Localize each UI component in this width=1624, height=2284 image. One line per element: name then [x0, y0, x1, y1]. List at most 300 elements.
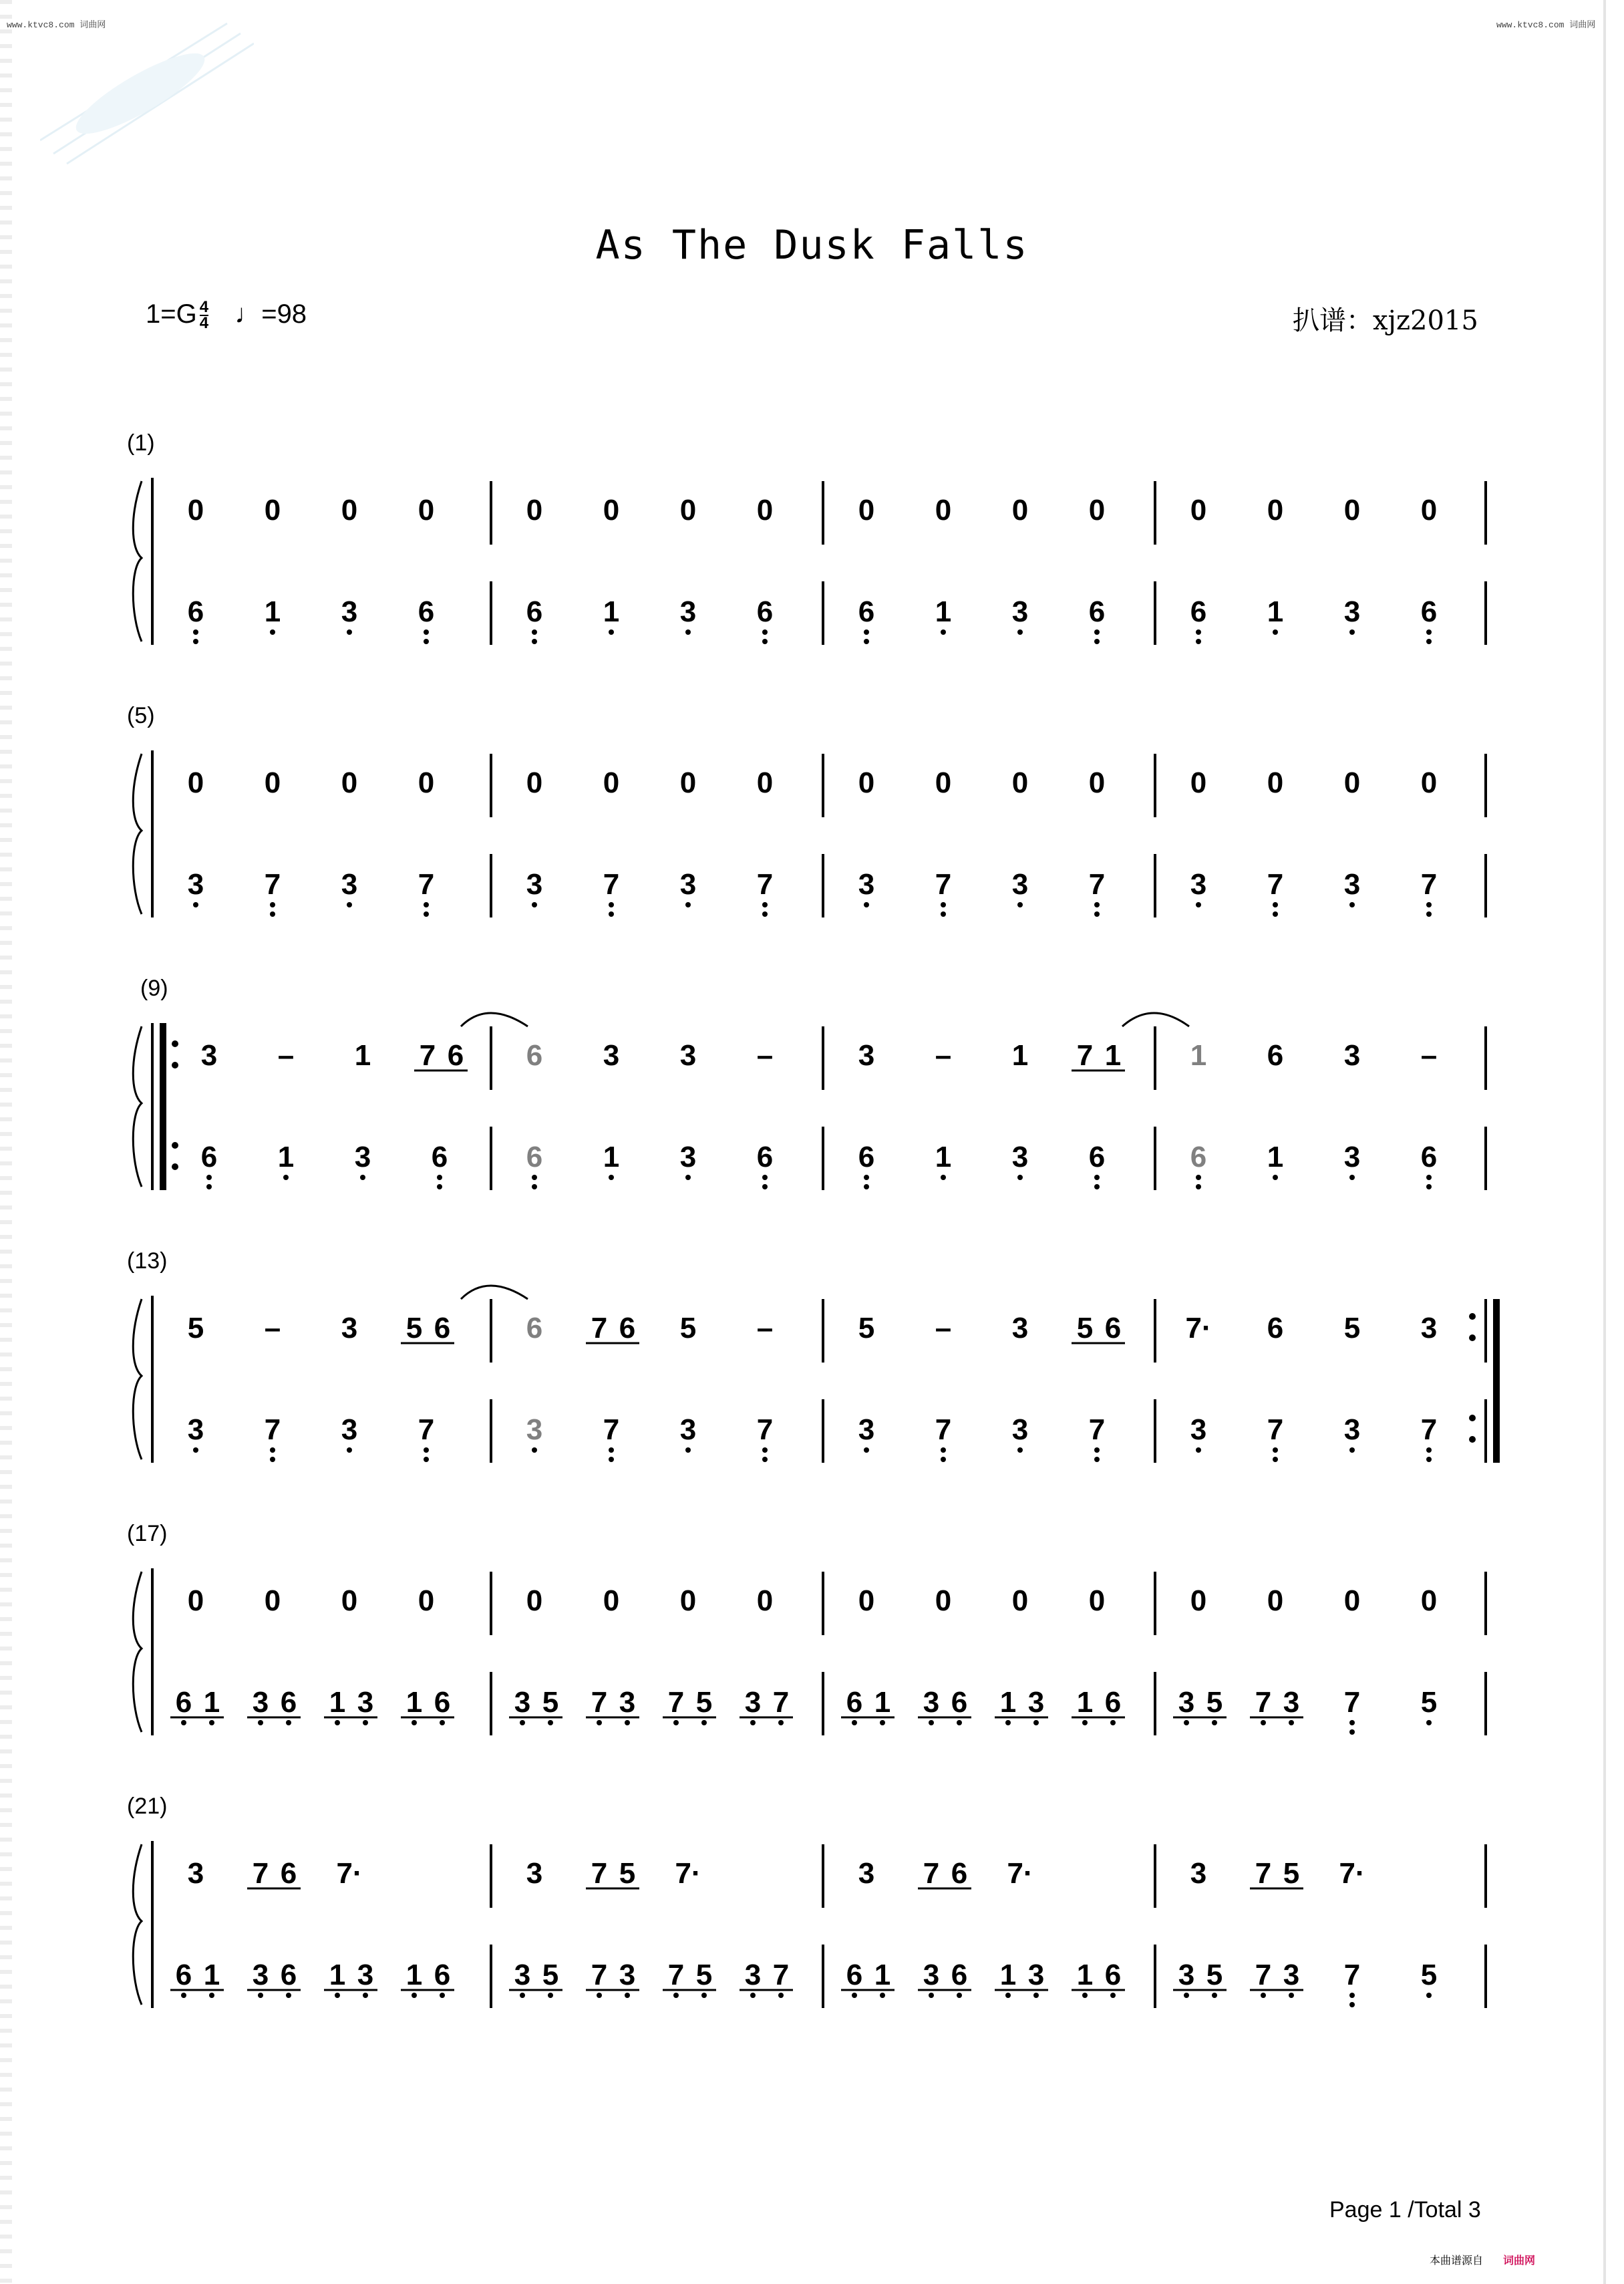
note: 3	[357, 1959, 374, 1991]
note: 5	[1420, 1686, 1438, 1719]
low-octave-dot	[1017, 1175, 1023, 1180]
low-octave-dot	[424, 1457, 429, 1462]
repeat-dot	[1469, 1334, 1476, 1341]
note: 7	[1255, 1686, 1272, 1719]
note: 6	[858, 1141, 875, 1173]
low-octave-dot	[941, 1447, 946, 1453]
low-octave-dot	[778, 1720, 784, 1725]
note: 7	[591, 1312, 608, 1344]
note: 0	[935, 1584, 952, 1617]
low-octave-dot	[1005, 1720, 1011, 1725]
low-octave-dot	[609, 629, 614, 635]
note: 3	[341, 1413, 358, 1446]
note: 0	[679, 766, 697, 799]
note: 6	[434, 1686, 451, 1719]
low-octave-dot	[625, 1993, 630, 1998]
note: 7	[591, 1959, 608, 1991]
low-octave-dot	[270, 1457, 275, 1462]
note: 6	[200, 1141, 218, 1173]
note: 5	[405, 1312, 423, 1344]
note: 3	[923, 1686, 940, 1719]
low-octave-dot	[1196, 639, 1201, 644]
low-octave-dot	[1349, 1175, 1355, 1180]
note: 6	[431, 1141, 448, 1173]
low-octave-dot	[1349, 1993, 1355, 1998]
note: 3	[1283, 1959, 1300, 1991]
site-url-left: www.ktvc8.com 词曲网	[7, 20, 106, 30]
note: 3	[187, 1857, 204, 1890]
note: 1	[935, 1141, 952, 1173]
note: 6	[280, 1857, 297, 1890]
low-octave-dot	[347, 629, 352, 635]
low-octave-dot	[597, 1720, 602, 1725]
low-octave-dot	[929, 1993, 934, 1998]
note: 0	[264, 766, 281, 799]
low-octave-dot	[864, 1447, 869, 1453]
low-octave-dot	[1094, 911, 1100, 917]
note: 6	[187, 595, 204, 628]
low-octave-dot	[1033, 1993, 1039, 1998]
low-octave-dot	[520, 1720, 525, 1725]
low-octave-dot	[957, 1720, 962, 1725]
low-octave-dot	[864, 1184, 869, 1189]
low-octave-dot	[532, 902, 537, 907]
dash-hold: –	[264, 1312, 281, 1344]
note: 0	[1011, 494, 1029, 527]
note: 5	[1076, 1312, 1094, 1344]
low-octave-dot	[597, 1993, 602, 1998]
note: 0	[264, 494, 281, 527]
note: 3	[1343, 1141, 1361, 1173]
low-octave-dot	[1110, 1720, 1116, 1725]
note: 3	[679, 868, 697, 901]
note: 6	[951, 1959, 968, 1991]
low-octave-dot	[941, 1457, 946, 1462]
note: 0	[603, 766, 620, 799]
repeat-dot	[1469, 1313, 1476, 1320]
note: 5	[1206, 1686, 1223, 1719]
note: 3	[858, 1039, 875, 1072]
low-octave-dot	[1426, 1720, 1432, 1725]
note: 0	[1088, 494, 1106, 527]
note: 3	[679, 595, 697, 628]
note: 7	[772, 1686, 790, 1719]
note: 6	[434, 1312, 451, 1344]
low-octave-dot	[193, 639, 198, 644]
low-octave-dot	[193, 1447, 198, 1453]
note: 1	[264, 595, 281, 628]
low-octave-dot	[548, 1720, 553, 1725]
note: 1	[603, 595, 620, 628]
measure-number: (5)	[127, 703, 155, 728]
note: 0	[187, 766, 204, 799]
note: 5	[1206, 1959, 1223, 1991]
low-octave-dot	[701, 1993, 707, 1998]
low-octave-dot	[363, 1720, 368, 1725]
note: 3	[187, 868, 204, 901]
note: 0	[603, 1584, 620, 1617]
low-octave-dot	[864, 1175, 869, 1180]
note: 0	[1267, 1584, 1284, 1617]
low-octave-dot	[1289, 1720, 1294, 1725]
note: 3	[1190, 868, 1207, 901]
note: 0	[1190, 494, 1207, 527]
note: 6	[846, 1686, 863, 1719]
low-octave-dot	[1094, 902, 1100, 907]
note: 3	[341, 595, 358, 628]
low-octave-dot	[1426, 1447, 1432, 1453]
note: 7	[1343, 1959, 1361, 1991]
note: 3	[252, 1959, 269, 1991]
note: 7	[923, 1857, 940, 1890]
note: 1	[1190, 1039, 1207, 1072]
note: 3	[526, 868, 543, 901]
low-octave-dot	[1094, 629, 1100, 635]
low-octave-dot	[1349, 2002, 1355, 2007]
low-octave-dot	[424, 902, 429, 907]
note: 3	[603, 1039, 620, 1072]
low-octave-dot	[762, 1175, 768, 1180]
note: 1	[1267, 1141, 1284, 1173]
note: 7	[1420, 1413, 1438, 1446]
note: 3	[514, 1686, 531, 1719]
note: 5	[542, 1959, 559, 1991]
note: 7	[264, 868, 281, 901]
low-octave-dot	[1033, 1720, 1039, 1725]
low-octave-dot	[424, 629, 429, 635]
quarter-note-icon: ♩	[234, 299, 262, 329]
low-octave-dot	[424, 1447, 429, 1453]
note: 5	[542, 1686, 559, 1719]
low-octave-dot	[701, 1720, 707, 1725]
note: 3	[744, 1959, 762, 1991]
low-octave-dot	[1017, 629, 1023, 635]
note: 3	[1011, 595, 1029, 628]
low-octave-dot	[941, 902, 946, 907]
low-octave-dot	[1110, 1993, 1116, 1998]
note: 3	[1420, 1312, 1438, 1344]
note: 6	[1104, 1312, 1122, 1344]
note: 0	[418, 1584, 435, 1617]
note: 1	[1104, 1039, 1122, 1072]
low-octave-dot	[1082, 1720, 1088, 1725]
note: 7	[935, 1413, 952, 1446]
note: 5	[187, 1312, 204, 1344]
note: 7·	[1339, 1857, 1365, 1890]
low-octave-dot	[270, 629, 275, 635]
low-octave-dot	[929, 1720, 934, 1725]
note: 0	[526, 766, 543, 799]
note: 1	[874, 1959, 891, 1991]
note: 6	[846, 1959, 863, 1991]
low-octave-dot	[1273, 629, 1278, 635]
low-octave-dot	[283, 1175, 289, 1180]
page-indicator: Page 1 /Total 3	[1329, 2197, 1481, 2223]
note: 6	[619, 1312, 636, 1344]
low-octave-dot	[335, 1993, 340, 1998]
note: 7	[252, 1857, 269, 1890]
note: 0	[1011, 766, 1029, 799]
low-octave-dot	[609, 1457, 614, 1462]
note: 0	[1088, 1584, 1106, 1617]
low-octave-dot	[673, 1993, 679, 1998]
low-octave-dot	[363, 1993, 368, 1998]
note: 7	[756, 1413, 774, 1446]
low-octave-dot	[520, 1993, 525, 1998]
low-octave-dot	[880, 1720, 885, 1725]
note: 0	[1011, 1584, 1029, 1617]
system-brace	[133, 1572, 142, 1732]
note: 7	[603, 868, 620, 901]
low-octave-dot	[437, 1184, 442, 1189]
low-octave-dot	[941, 1175, 946, 1180]
note: 3	[858, 1413, 875, 1446]
note: 3	[341, 868, 358, 901]
tie-arc	[1122, 1013, 1189, 1026]
note: 3	[1011, 1312, 1029, 1344]
note: 3	[1011, 1141, 1029, 1173]
note: 0	[418, 494, 435, 527]
low-octave-dot	[1273, 1175, 1278, 1180]
note: 0	[756, 766, 774, 799]
low-octave-dot	[1196, 902, 1201, 907]
note: 3	[619, 1959, 636, 1991]
low-octave-dot	[1017, 1447, 1023, 1453]
low-octave-dot	[270, 1447, 275, 1453]
repeat-dot	[172, 1040, 178, 1047]
low-octave-dot	[1082, 1993, 1088, 1998]
note: 3	[514, 1959, 531, 1991]
low-octave-dot	[286, 1993, 291, 1998]
low-octave-dot	[1196, 629, 1201, 635]
note: 5	[619, 1857, 636, 1890]
note: 7	[1255, 1959, 1272, 1991]
low-octave-dot	[360, 1175, 365, 1180]
low-octave-dot	[1196, 1447, 1201, 1453]
low-octave-dot	[532, 1175, 537, 1180]
low-octave-dot	[941, 629, 946, 635]
note: 7	[1267, 1413, 1284, 1446]
low-octave-dot	[1426, 911, 1432, 917]
note: 3	[526, 1413, 543, 1446]
note: 1	[935, 595, 952, 628]
note: 0	[679, 494, 697, 527]
repeat-dot	[1469, 1436, 1476, 1443]
note: 3	[1011, 1413, 1029, 1446]
low-octave-dot	[1349, 902, 1355, 907]
low-octave-dot	[762, 1447, 768, 1453]
low-octave-dot	[609, 1447, 614, 1453]
note: 6	[1190, 1141, 1207, 1173]
low-octave-dot	[270, 911, 275, 917]
system-brace	[133, 754, 142, 914]
low-octave-dot	[762, 639, 768, 644]
note: 5	[1343, 1312, 1361, 1344]
low-octave-dot	[778, 1993, 784, 1998]
note: 6	[418, 595, 435, 628]
measure-number: (9)	[140, 976, 168, 1001]
note: 1	[1011, 1039, 1029, 1072]
low-octave-dot	[258, 1993, 263, 1998]
note: 1	[354, 1039, 371, 1072]
note: 7	[1076, 1039, 1094, 1072]
system-brace	[133, 1026, 142, 1187]
measure-number: (17)	[127, 1521, 168, 1546]
note: 7	[1420, 868, 1438, 901]
note: 7	[418, 1413, 435, 1446]
low-octave-dot	[1094, 1184, 1100, 1189]
low-octave-dot	[206, 1175, 212, 1180]
note: 1	[1267, 595, 1284, 628]
note: 6	[526, 1312, 543, 1344]
note: 7·	[336, 1857, 363, 1890]
note: 0	[187, 1584, 204, 1617]
note: 6	[1420, 595, 1438, 628]
note: 3	[679, 1141, 697, 1173]
note: 6	[951, 1686, 968, 1719]
note: 3	[187, 1413, 204, 1446]
low-octave-dot	[193, 629, 198, 635]
low-octave-dot	[1184, 1993, 1189, 1998]
repeat-dot	[1469, 1415, 1476, 1421]
note: 7·	[1007, 1857, 1033, 1890]
note: 3	[923, 1959, 940, 1991]
note: 3	[858, 868, 875, 901]
note: 6	[526, 1141, 543, 1173]
note: 3	[354, 1141, 371, 1173]
note: 3	[1190, 1413, 1207, 1446]
note: 0	[1190, 766, 1207, 799]
low-octave-dot	[685, 902, 691, 907]
low-octave-dot	[864, 639, 869, 644]
note: 6	[756, 1141, 774, 1173]
note: 6	[1267, 1039, 1284, 1072]
low-octave-dot	[437, 1175, 442, 1180]
note: 7	[1088, 868, 1106, 901]
note: 7	[1267, 868, 1284, 901]
note: 0	[341, 1584, 358, 1617]
low-octave-dot	[532, 629, 537, 635]
low-octave-dot	[1017, 902, 1023, 907]
note: 3	[1027, 1959, 1045, 1991]
low-octave-dot	[424, 639, 429, 644]
low-octave-dot	[750, 1993, 756, 1998]
low-octave-dot	[1426, 629, 1432, 635]
note: 0	[679, 1584, 697, 1617]
tempo-value: =98	[261, 299, 307, 329]
note: 5	[858, 1312, 875, 1344]
note: 0	[603, 494, 620, 527]
repeat-dot	[172, 1142, 178, 1149]
note: 7	[1343, 1686, 1361, 1719]
low-octave-dot	[1349, 1729, 1355, 1735]
note: 7	[1088, 1413, 1106, 1446]
note: 7	[935, 868, 952, 901]
low-octave-dot	[609, 911, 614, 917]
low-octave-dot	[1349, 1447, 1355, 1453]
note: 7	[756, 868, 774, 901]
note: 7	[1255, 1857, 1272, 1890]
note: 3	[526, 1857, 543, 1890]
low-octave-dot	[258, 1720, 263, 1725]
low-octave-dot	[1426, 639, 1432, 644]
system-brace	[133, 481, 142, 641]
site-url-right: www.ktvc8.com 词曲网	[1496, 20, 1596, 30]
note: 7	[667, 1686, 685, 1719]
repeat-dot	[172, 1163, 178, 1170]
low-octave-dot	[685, 1175, 691, 1180]
note: 0	[1190, 1584, 1207, 1617]
tie-arc	[461, 1013, 528, 1026]
note: 0	[935, 494, 952, 527]
low-octave-dot	[1273, 1447, 1278, 1453]
note: 5	[695, 1686, 713, 1719]
low-octave-dot	[532, 1184, 537, 1189]
note: 1	[1076, 1959, 1094, 1991]
dash-hold: –	[935, 1312, 952, 1344]
note: 0	[341, 766, 358, 799]
low-octave-dot	[347, 1447, 352, 1453]
dash-hold: –	[277, 1039, 295, 1072]
note: 7	[667, 1959, 685, 1991]
low-octave-dot	[685, 629, 691, 635]
note: 0	[756, 1584, 774, 1617]
note: 0	[1088, 766, 1106, 799]
low-octave-dot	[209, 1720, 214, 1725]
system-brace	[133, 1844, 142, 2005]
note: 1	[405, 1959, 423, 1991]
low-octave-dot	[852, 1993, 857, 1998]
note: 3	[252, 1686, 269, 1719]
note: 3	[679, 1413, 697, 1446]
note: 3	[1343, 868, 1361, 901]
note: 6	[1420, 1141, 1438, 1173]
note: 6	[526, 1039, 543, 1072]
low-octave-dot	[762, 1457, 768, 1462]
note: 3	[1343, 1039, 1361, 1072]
note: 3	[200, 1039, 218, 1072]
note: 1	[999, 1959, 1017, 1991]
low-octave-dot	[532, 1447, 537, 1453]
note: 0	[341, 494, 358, 527]
low-octave-dot	[412, 1720, 417, 1725]
low-octave-dot	[1094, 1457, 1100, 1462]
note: 3	[1178, 1686, 1195, 1719]
note: 7	[419, 1039, 436, 1072]
low-octave-dot	[1426, 902, 1432, 907]
repeat-dot	[172, 1062, 178, 1068]
note: 6	[280, 1686, 297, 1719]
note: 7	[603, 1413, 620, 1446]
system-brace	[133, 1299, 142, 1459]
note: 3	[1011, 868, 1029, 901]
note: 1	[1076, 1686, 1094, 1719]
song-title: As The Dusk Falls	[595, 222, 1029, 269]
note: 1	[203, 1686, 220, 1719]
note: 7	[772, 1959, 790, 1991]
note: 3	[1027, 1686, 1045, 1719]
note: 0	[935, 766, 952, 799]
note: 6	[447, 1039, 464, 1072]
note: 7·	[675, 1857, 701, 1890]
source-note	[1430, 2252, 1535, 2267]
low-octave-dot	[762, 1184, 768, 1189]
note: 6	[1088, 595, 1106, 628]
note: 6	[1267, 1312, 1284, 1344]
low-octave-dot	[440, 1720, 445, 1725]
note: 0	[1420, 766, 1438, 799]
note: 1	[329, 1959, 346, 1991]
